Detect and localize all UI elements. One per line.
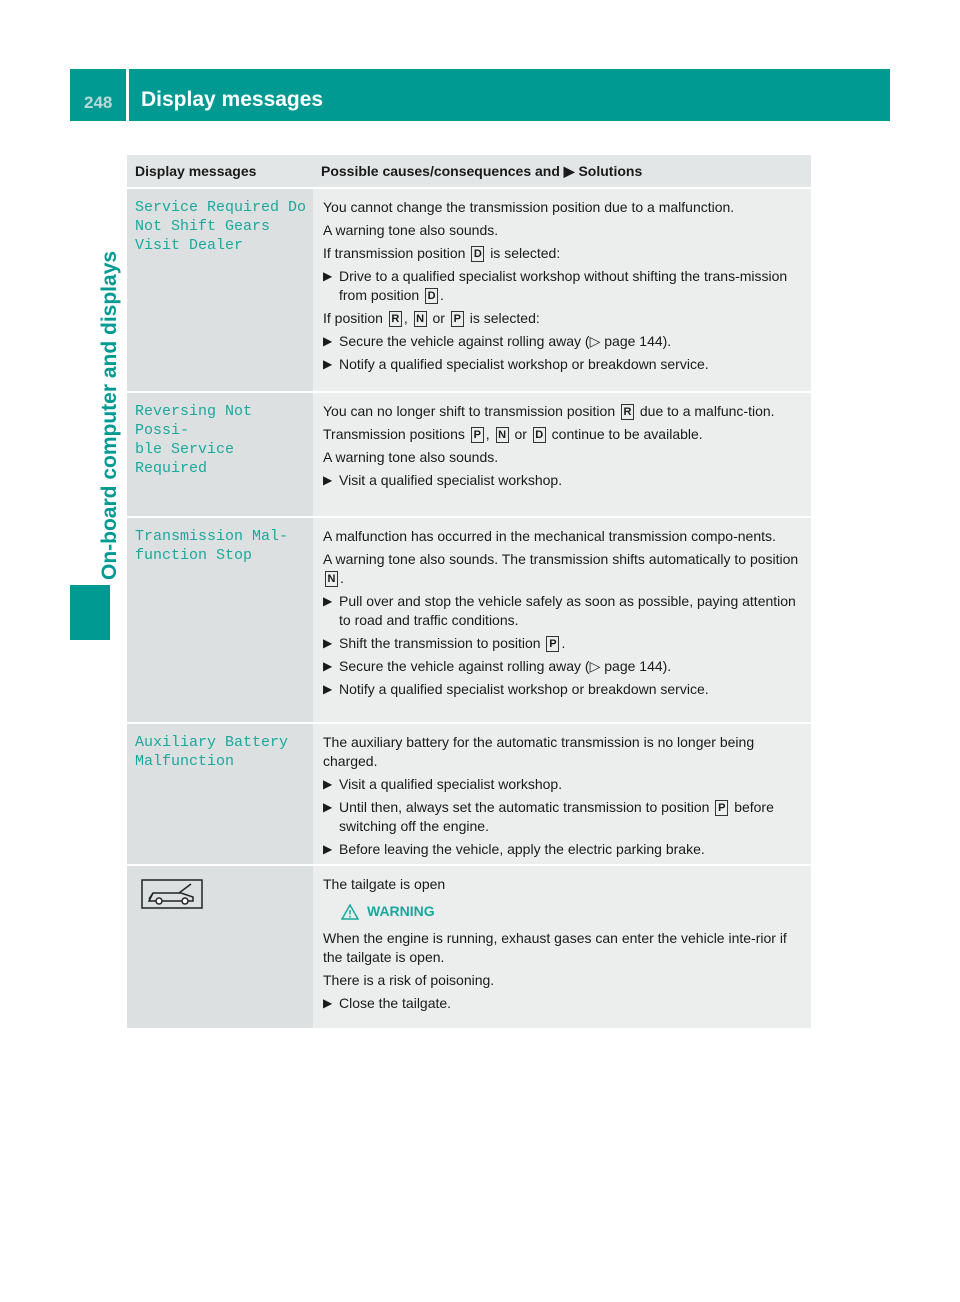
- gear-n-icon: N: [414, 311, 427, 327]
- solution-cell: You cannot change the transmission position due to a malfunction. A warning tone also sounds. If transmission position D is selected: ▶ Drive to a qualified specialist workshop without shifting the trans-mission from position D . If position R , N or P is selected: ▶ Secure the vehicle against rolling away (▷ page 144). ▶ Notify a qualified specialist workshop or breakdown service.: [313, 189, 811, 391]
- solution-cell: The tailgate is open WARNING When the engine is running, exhaust gases can enter the vehicle inte-rior if the tailgate is open. There is a risk of poisoning. ▶ Close the tailgate.: [313, 866, 811, 1028]
- page-ref-icon: ▷: [589, 658, 601, 674]
- gear-n-icon: N: [325, 571, 338, 587]
- step-arrow-icon: ▶: [323, 269, 333, 283]
- gear-p-icon: P: [471, 427, 484, 443]
- gear-d-icon: D: [471, 246, 484, 262]
- gear-r-icon: R: [621, 404, 634, 420]
- message-cell: [127, 866, 313, 1028]
- step-arrow-icon: ▶: [323, 996, 333, 1010]
- tailgate-open-icon: [141, 879, 203, 909]
- warning-triangle-icon: [341, 904, 359, 920]
- message-cell: [127, 518, 313, 722]
- solution-cell: The auxiliary battery for the automatic transmission is no longer being charged. ▶ Visit a qualified specialist workshop. ▶ Until then, always set the automatic transmission to position P before switching off the engine. ▶ Before leaving the vehicle, apply the electric parking brake.: [313, 724, 811, 864]
- col-header-messages: Display messages: [135, 163, 257, 179]
- col-header-causes: Possible causes/consequences and ▶ Solutions: [321, 162, 643, 179]
- step-arrow-icon: ▶: [323, 659, 333, 673]
- side-tab-block: [70, 585, 110, 640]
- table-row: [127, 187, 811, 391]
- message-cell: [127, 189, 313, 391]
- display-message: Auxiliary Battery Malfunction: [135, 734, 289, 770]
- solution-cell: A malfunction has occurred in the mechanical transmission compo-nents. A warning tone also sounds. The transmission shifts automatically to position N . ▶ Pull over and stop the vehicle safely as soon as possible, paying attention to road and traffic conditions. ▶ Shift the transmission to position P . ▶ Secure the vehicle against rolling away (▷ page 144). ▶ Notify a qualified specialist workshop or breakdown service.: [313, 518, 811, 722]
- step-arrow-icon: ▶: [323, 473, 333, 487]
- header-divider: [126, 69, 129, 121]
- table-row: [127, 391, 811, 516]
- display-message: Service Required Do Not Shift Gears Visit Dealer: [135, 199, 307, 254]
- step-arrow-icon: ▶: [323, 682, 333, 696]
- table-row: [127, 722, 811, 864]
- side-tab-label: On-board computer and displays: [98, 250, 121, 580]
- step-arrow-icon: ▶: [323, 594, 333, 608]
- display-message: Transmission Mal- function Stop: [135, 528, 289, 564]
- gear-d-icon: D: [425, 288, 438, 304]
- step-arrow-icon: ▶: [323, 842, 333, 856]
- gear-d-icon: D: [533, 427, 546, 443]
- table-row: [127, 516, 811, 722]
- gear-n-icon: N: [496, 427, 509, 443]
- step-arrow-icon: ▶: [323, 800, 333, 814]
- message-cell: [127, 724, 313, 864]
- step-arrow-icon: ▶: [323, 777, 333, 791]
- gear-p-icon: P: [715, 800, 728, 816]
- display-messages-table: [127, 155, 811, 1028]
- gear-p-icon: P: [546, 636, 559, 652]
- step-arrow-icon: ▶: [323, 636, 333, 650]
- step-arrow-icon: ▶: [323, 334, 333, 348]
- page-ref-icon: ▷: [589, 333, 601, 349]
- step-arrow-icon: ▶: [323, 357, 333, 371]
- arrow-icon: ▶: [563, 162, 575, 179]
- warning-heading: WARNING: [341, 902, 805, 921]
- page-title: Display messages: [141, 88, 324, 111]
- message-cell: [127, 393, 313, 516]
- display-message: Reversing Not Possi- ble Service Required: [135, 403, 253, 477]
- solution-cell: You can no longer shift to transmission position R due to a malfunc-tion. Transmission positions P , N or D continue to be available. A warning tone also sounds. ▶ Visit a qualified specialist workshop.: [313, 393, 811, 516]
- gear-p-icon: P: [451, 311, 464, 327]
- gear-r-icon: R: [389, 311, 402, 327]
- page-number: 248: [84, 93, 113, 112]
- table-header: [127, 155, 811, 187]
- table-row: [127, 864, 811, 1028]
